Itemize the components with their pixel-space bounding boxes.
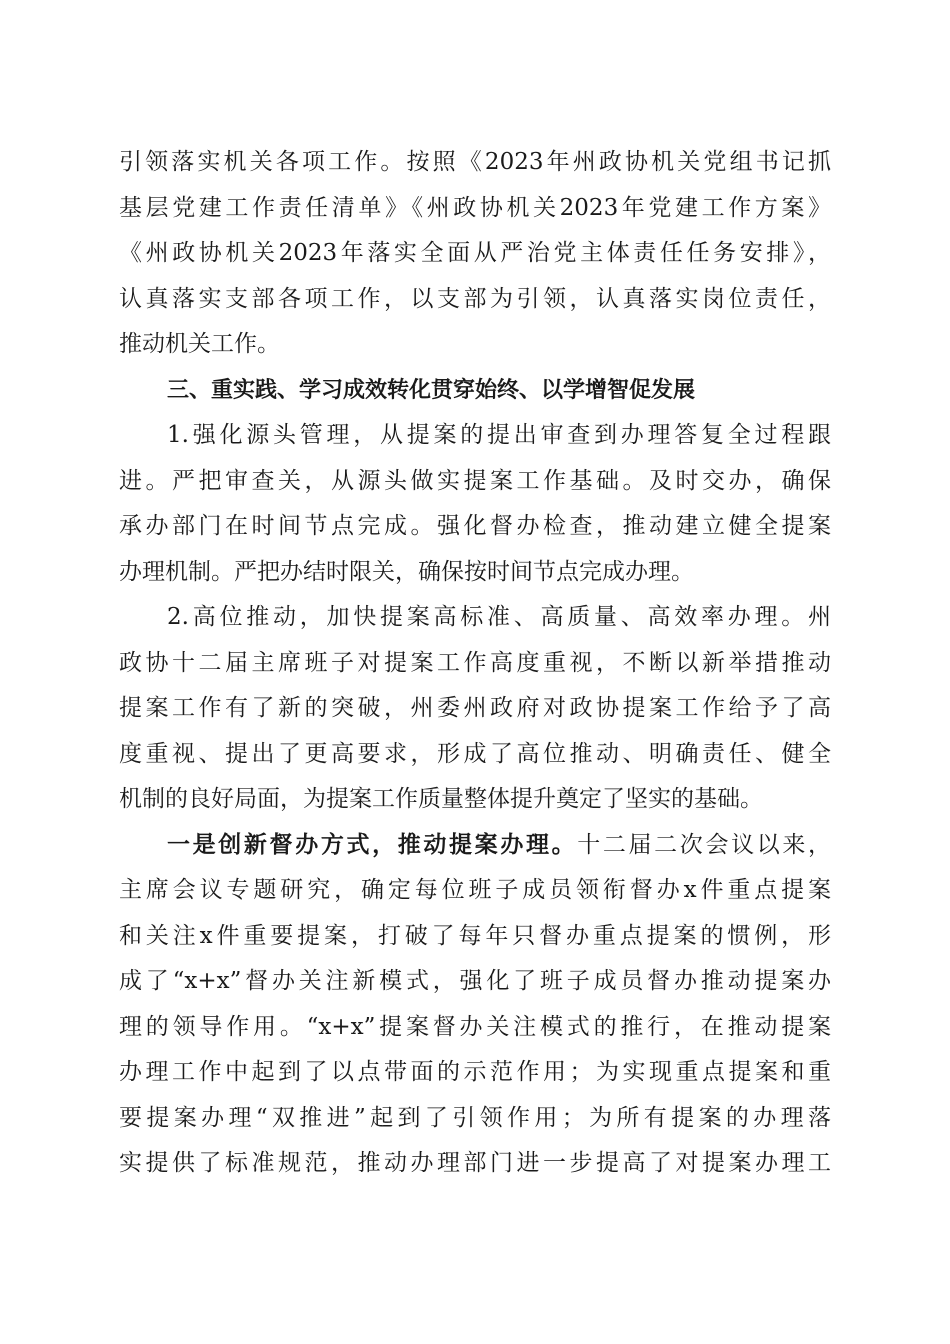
text-line [119, 823, 831, 869]
text-line: 基层党建工作责任清单》《州政协机关2023年党建工作方案》 [119, 194, 831, 221]
text-line: 和关注x件重要提案，打破了每年只督办重点提案的惯例，形 [119, 922, 831, 949]
text-line: 《州政协机关2023年落实全面从严治党主体责任任务安排》， [119, 240, 831, 266]
paragraph-item-1 [119, 413, 831, 595]
paragraph-item-3 [119, 823, 831, 1187]
section-heading: 三、重实践、学习成效转化贯穿始终、以学增智促发展 [167, 377, 696, 403]
text-line: 实提供了标准规范，推动办理部门进一步提高了对提案办理工 [119, 1150, 831, 1176]
text-line: 度重视、提出了更高要求，形成了高位推动、明确责任、健全 [119, 740, 831, 767]
text-line: 承办部门在时间节点完成。强化督办检查，推动建立健全提案 [119, 513, 831, 539]
text-line: 要提案办理“双推进”起到了引领作用；为所有提案的办理落 [119, 1104, 831, 1131]
text-line: 主席会议专题研究，确定每位班子成员领衔督办x件重点提案 [119, 877, 831, 903]
bold-lead-phrase: 一是创新督办方式，推动提案办理。 [167, 831, 578, 858]
text-line: 1.强化源头管理，从提案的提出审查到办理答复全过程跟 [167, 422, 831, 448]
text-line: 办理工作中起到了以点带面的示范作用；为实现重点提案和重 [119, 1059, 831, 1085]
text-line: 办理机制。严把办结时限关，确保按时间节点完成办理。 [119, 558, 694, 585]
text-line: 引领落实机关各项工作。按照《2023年州政协机关党组书记抓 [119, 149, 831, 175]
paragraph-item-2 [119, 595, 831, 823]
text-line: 提案工作有了新的突破，州委州政府对政协提案工作给予了高 [119, 695, 831, 721]
text-line: 成了“x+x”督办关注新模式，强化了班子成员督办推动提案办 [119, 968, 831, 994]
document-page [119, 140, 831, 1187]
paragraph-continuation [119, 140, 831, 368]
text-line: 2.高位推动，加快提案高标准、高质量、高效率办理。州 [167, 604, 831, 630]
text-line: 机制的良好局面，为提案工作质量整体提升奠定了坚实的基础。 [119, 786, 763, 812]
text-line: 推动机关工作。 [119, 331, 280, 357]
text-line: 政协十二届主席班子对提案工作高度重视，不断以新举措推动 [119, 649, 831, 676]
text-line: 进。严把审查关，从源头做实提案工作基础。及时交办，确保 [119, 467, 831, 494]
text-span: 十二届二次会议以来， [577, 831, 832, 858]
text-line: 认真落实支部各项工作，以支部为引领，认真落实岗位责任， [119, 285, 831, 312]
text-line: 理的领导作用。“x+x”提案督办关注模式的推行，在推动提案 [119, 1013, 831, 1040]
